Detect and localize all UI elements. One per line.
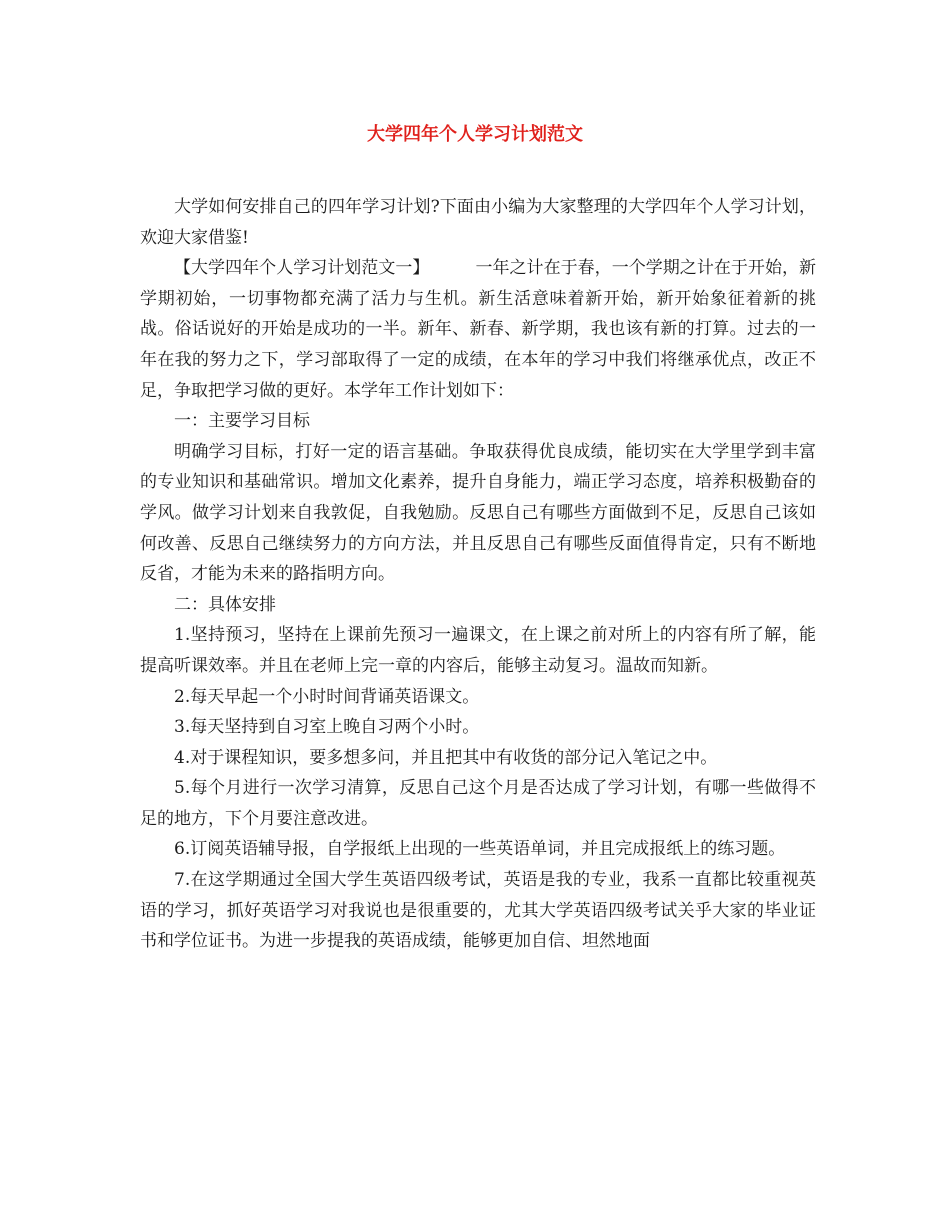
section1-paragraph: [140, 253, 816, 406]
document-title: 大学四年个人学习计划范文: [367, 124, 583, 145]
list-item: 2.每天早起一个小时时间背诵英语课文。: [174, 686, 480, 707]
goal-paragraph: 明确学习目标，打好一定的语言基础。争取获得优良成绩，能切实在大学里学到丰富的专业知识和基础常识。增加文化素养，提升自身能力，端正学习态度，培养积极勤奋的学风。做学习计划来自我敦促，自我勉励。反思自己有哪些方面做到不足，反思自己该如何改善、反思自己继续努力的方向方法，并且反思自己有哪些反面值得肯定，只有不断地反省，才能为未来的路指明方向。: [140, 441, 816, 585]
intro-paragraph: 大学如何安排自己的四年学习计划?下面由小编为大家整理的大学四年个人学习计划，欢迎大家借鉴!: [140, 197, 816, 248]
list-item: 4.对于课程知识，要多想多问，并且把其中有收货的部分记入笔记之中。: [174, 747, 718, 768]
list-item: 3.每天坚持到自习室上晚自习两个小时。: [174, 717, 480, 738]
plan-heading: 二：具体安排: [174, 594, 276, 615]
list-item: 1.坚持预习，坚持在上课前先预习一遍课文，在上课之前对所上的内容有所了解，能提高听课效率。并且在老师上完一章的内容后，能够主动复习。温故而知新。: [140, 625, 816, 676]
list-item: 5.每个月进行一次学习清算，反思自己这个月是否达成了学习计划，有哪一些做得不足的地方，下个月要注意改进。: [140, 778, 816, 829]
list-item: 7.在这学期通过全国大学生英语四级考试，英语是我的专业，我系一直都比较重视英语的学习，抓好英语学习对我说也是很重要的，尤其大学英语四级考试关乎大家的毕业证书和学位证书。为进一步提我的英语成绩，能够更加自信、坦然地面: [140, 870, 816, 952]
document-body: [140, 192, 816, 957]
section1-heading: 【大学四年个人学习计划范文一】: [174, 258, 430, 279]
goal-heading: 一：主要学习目标: [174, 411, 310, 432]
section1-text: 一年之计在于春，一个学期之计在于开始，新学期初始，一切事物都充满了活力与生机。新生活意味着新开始，新开始象征着新的挑战。俗话说好的开始是成功的一半。新年、新春、新学期，我也该有新的打算。过去的一年在我的努力之下，学习部取得了一定的成绩，在本年的学习中我们将继承优点，改正不足，争取把学习做的更好。本学年工作计划如下：: [140, 258, 817, 401]
list-item: 6.订阅英语辅导报，自学报纸上出现的一些英语单词，并且完成报纸上的练习题。: [174, 839, 786, 860]
